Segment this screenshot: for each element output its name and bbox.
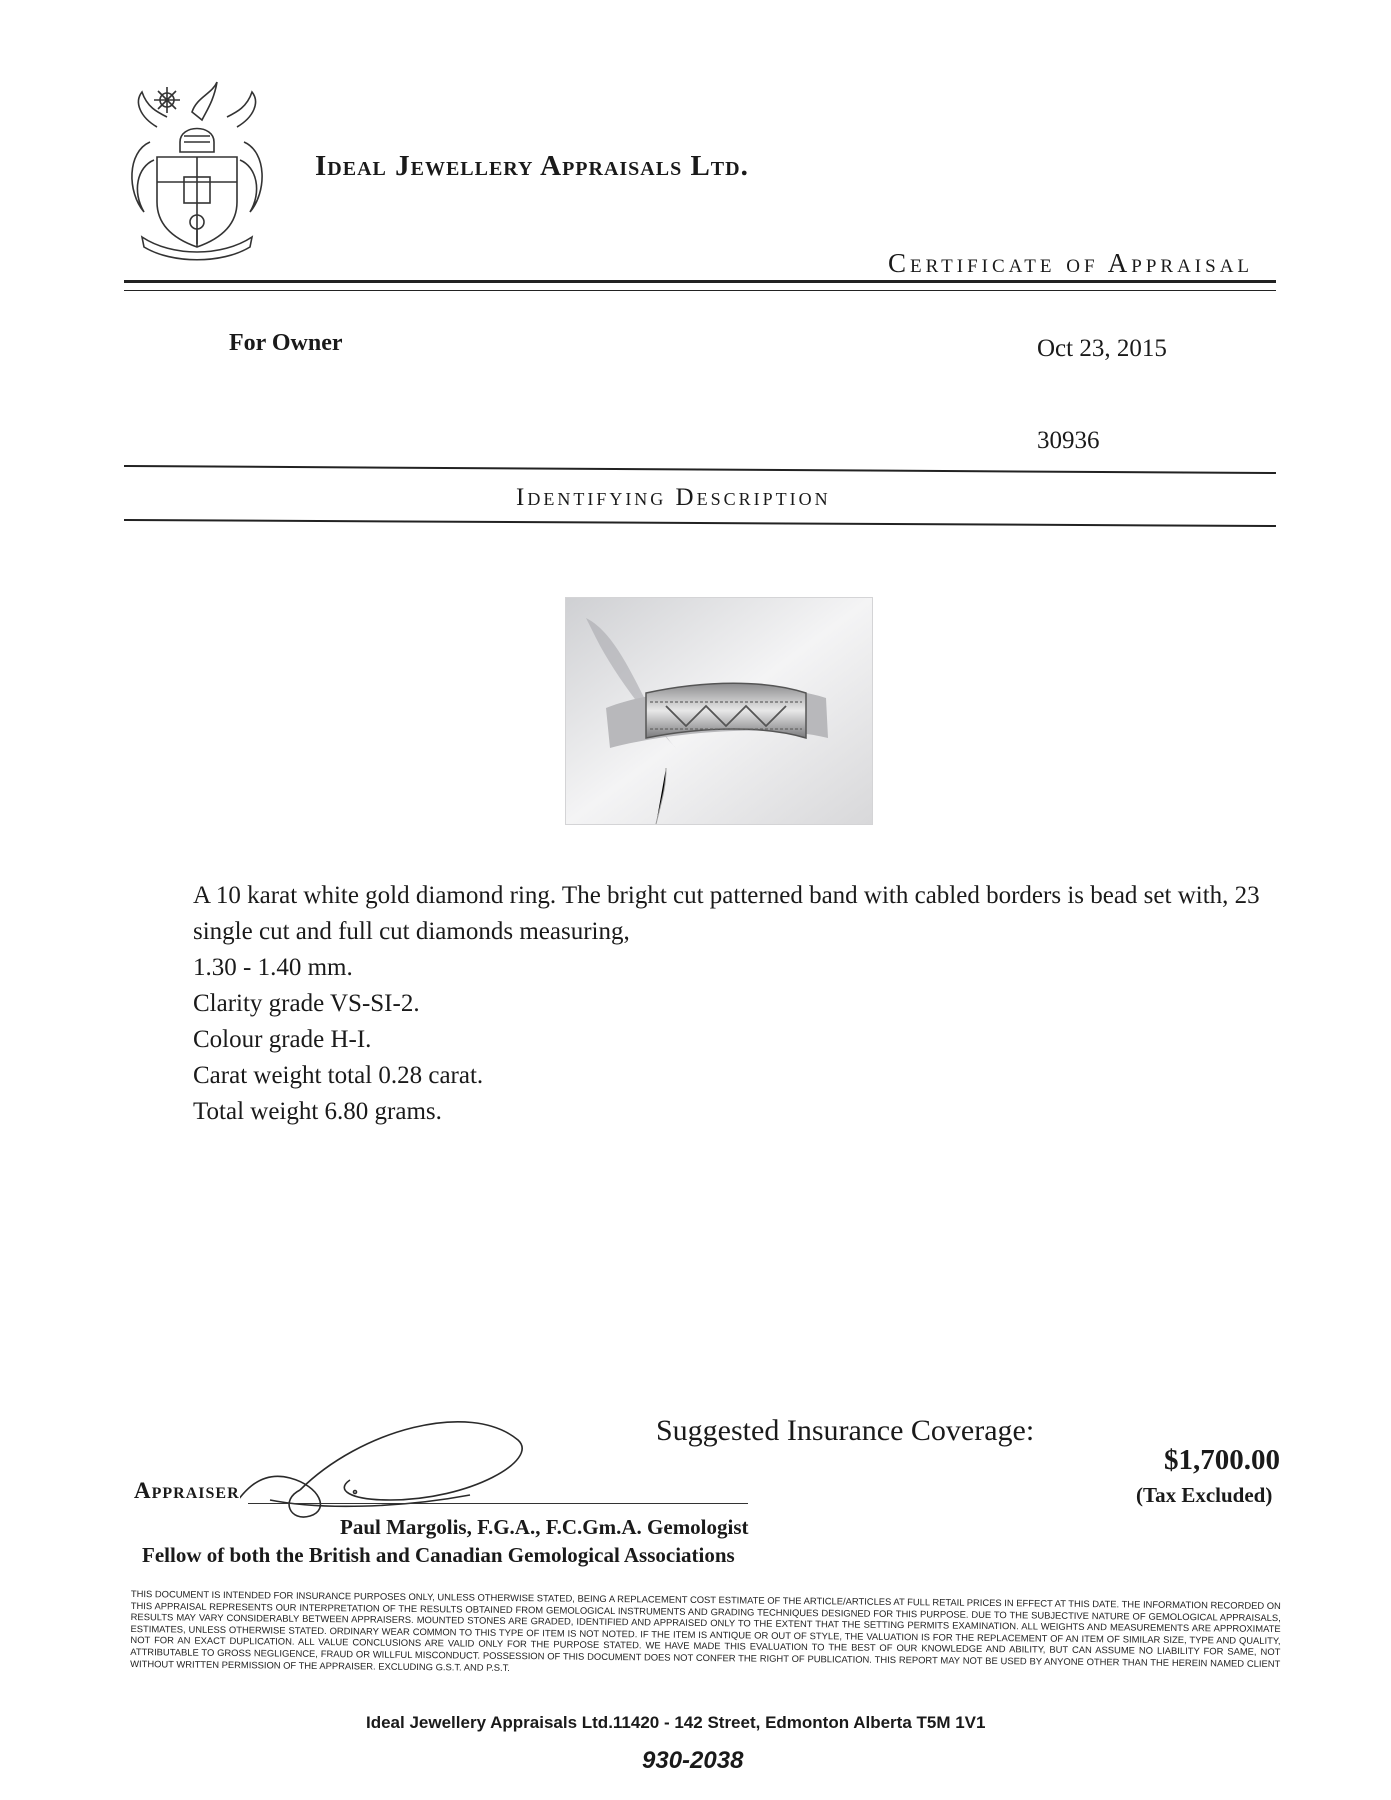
tax-note: (Tax Excluded) bbox=[1136, 1483, 1273, 1507]
description-line: Clarity grade VS-SI-2. bbox=[193, 990, 420, 1017]
appraiser-name: Paul Margolis, F.G.A., F.C.Gm.A. Gemologist bbox=[340, 1515, 749, 1539]
appraiser-fellowship: Fellow of both the British and Canadian Gemological Associations bbox=[142, 1543, 735, 1567]
owner-label: For Owner bbox=[229, 330, 343, 356]
coverage-label: Suggested Insurance Coverage: bbox=[656, 1414, 1035, 1447]
appraisal-number: 30936 bbox=[1037, 427, 1100, 454]
ring-photo bbox=[565, 597, 873, 825]
company-phone: 930-2038 bbox=[642, 1747, 744, 1774]
description-line: Carat weight total 0.28 carat. bbox=[193, 1062, 484, 1089]
header-rule-thick bbox=[124, 280, 1276, 283]
appraisal-date: Oct 23, 2015 bbox=[1037, 335, 1167, 362]
crest-logo bbox=[122, 72, 272, 262]
ring-illustration bbox=[566, 598, 872, 824]
item-description bbox=[193, 878, 1273, 1130]
section-rule-bottom bbox=[124, 519, 1276, 527]
disclaimer-text: THIS DOCUMENT IS INTENDED FOR INSURANCE PURPOSES ONLY, UNLESS OTHERWISE STATED, BEING A REPLACEMENT COST ESTIMATE OF THE ARTICLE/ARTICLES AT FULL RETAIL PRICES IN EFFECT AT THIS DATE. THE INFORMATION RECORDED ON THIS APPRAISAL REPRESENTS OUR INTERPRETATION OF THE RESULTS OBTAINED FROM GEMOLOGICAL INSTRUMENTS AND GRADING TECHNIQUES DESIGNED FOR THIS PURPOSE. DUE TO THE SUBJECTIVE NATURE OF GEMOLOGICAL APPRAISALS, RESULTS MAY VARY CONSIDERABLY BETWEEN APPRAISERS. MOUNTED STONES ARE GRADED, IDENTIFIED AND APPRAISED ONLY TO THE EXTENT THAT THE SETTING PERMITS EXAMINATION. ALL WEIGHTS AND MEASUREMENTS ARE APPROXIMATE ESTIMATES, UNLESS OTHERWISE STATED. ORDINARY WEAR COMMON TO THIS TYPE OF ITEM IS NOT NOTED. IF THE ITEM IS ANTIQUE OR OUT OF STYLE, THE VALUATION IS FOR THE REPLACEMENT OF AN ITEM OF SIMILAR SIZE, TYPE AND QUALITY, NOT FOR AN EXACT DUPLICATION. ALL VALUE CONCLUSIONS ARE VALID ONLY FOR THE PURPOSE STATED. WE HAVE MADE THIS EVALUATION TO THE BEST OF OUR KNOWLEDGE AND ABILITY, BUT CAN ASSUME NO LIABILITY FOR SAME, NOT ATTRIBUTABLE TO GROSS NEGLIGENCE, FRAUD OR WILLFUL MISCONDUCT. POSSESSION OF THIS DOCUMENT DOES NOT CONFER THE RIGHT OF PUBLICATION. THIS REPORT MAY NOT BE USED BY ANYONE OTHER THAN THE HEREIN NAMED CLIENT WITHOUT WRITTEN PERMISSION OF THE APPRAISER. EXCLUDING G.S.T. AND P.S.T. bbox=[130, 1588, 1281, 1673]
appraiser-label: Appraiser bbox=[134, 1478, 240, 1503]
description-line: Total weight 6.80 grams. bbox=[193, 1098, 442, 1125]
section-heading: Identifying Description bbox=[516, 484, 831, 511]
description-line: 1.30 - 1.40 mm. bbox=[193, 954, 353, 981]
company-name: Ideal Jewellery Appraisals Ltd. bbox=[315, 150, 749, 182]
description-line: Colour grade H-I. bbox=[193, 1026, 372, 1053]
signature bbox=[240, 1400, 560, 1530]
section-rule-top bbox=[124, 465, 1276, 474]
company-address: Ideal Jewellery Appraisals Ltd.11420 - 142 Street, Edmonton Alberta T5M 1V1 bbox=[366, 1713, 986, 1732]
description-line: A 10 karat white gold diamond ring. The bright cut patterned band with cabled borders is bead set with, 23 single cut and full cut diamonds measuring, bbox=[193, 882, 1260, 945]
coverage-amount: $1,700.00 bbox=[1164, 1444, 1280, 1476]
signature-line bbox=[248, 1503, 748, 1504]
certificate-title: Certificate of Appraisal bbox=[888, 248, 1254, 278]
header-rule-thin bbox=[124, 290, 1276, 291]
